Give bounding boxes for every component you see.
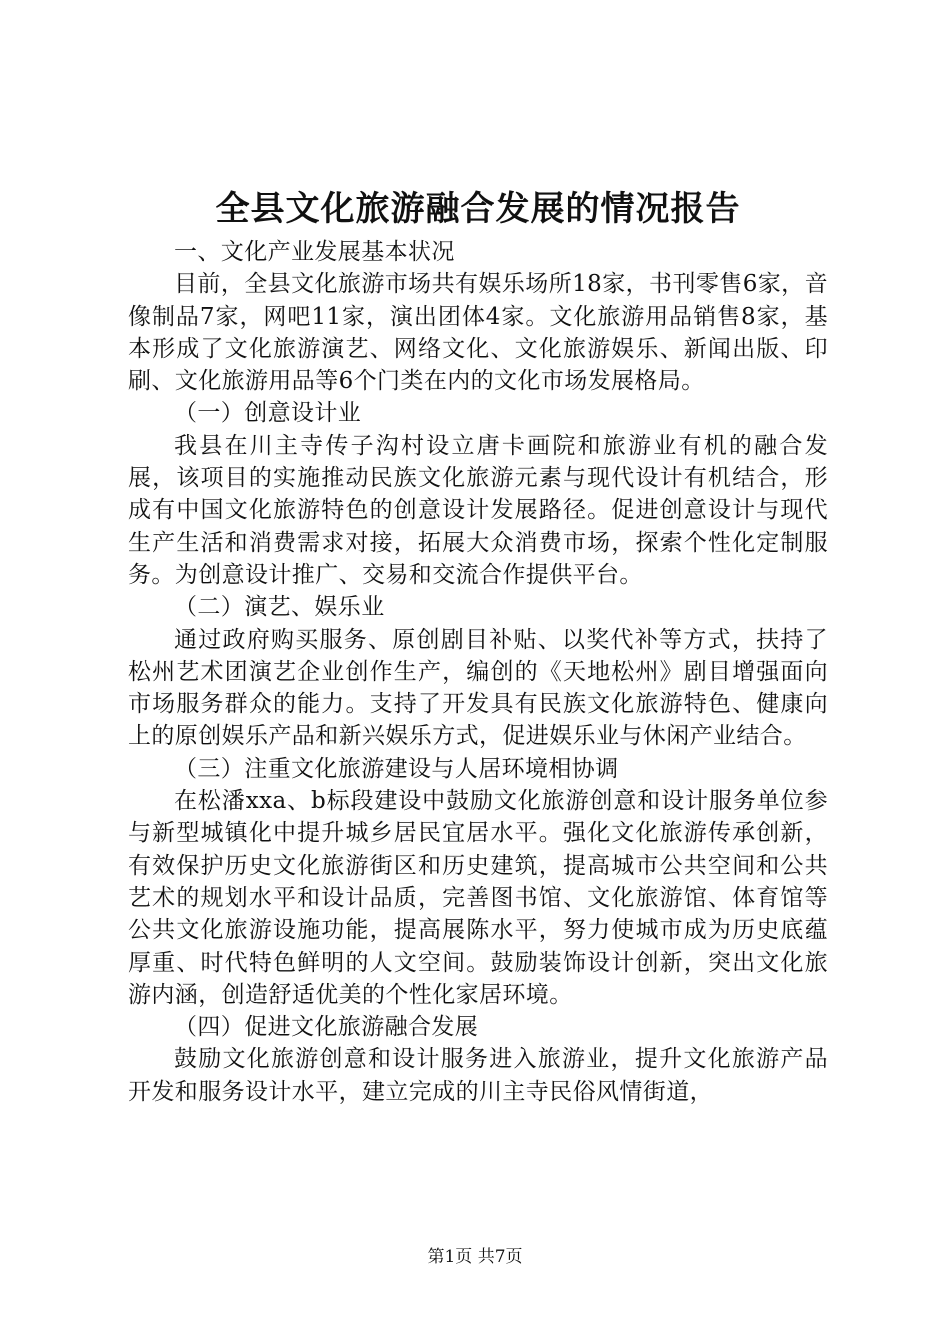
section-heading: （二）演艺、娱乐业 [174, 594, 385, 621]
body-paragraph: 通过政府购买服务、原创剧目补贴、以奖代补等方式，扶持了松州艺术团演艺企业创作生产，编创的《天地松州》剧目增强面向市场服务群众的能力。支持了开发具有民族文化旅游特色、健康向上的原创娱乐产品和新兴娱乐方式，促进娱乐业与休闲产业结合。 [128, 626, 828, 750]
document-title: 全县文化旅游融合发展的情况报告 [215, 189, 741, 229]
body-paragraph: 我县在川主寺传子沟村设立唐卡画院和旅游业有机的融合发展，该项目的实施推动民族文化旅游元素与现代设计有机结合，形成有中国文化旅游特色的创意设计发展路径。促进创意设计与现代生产生活和消费需求对接，拓展大众消费市场，探索个性化定制服务。为创意设计推广、交易和交流合作提供平台。 [128, 432, 828, 588]
section-heading: 一、文化产业发展基本状况 [174, 239, 455, 265]
page-footer: 第1页 共7页 [427, 1247, 523, 1267]
section-heading: （四）促进文化旅游融合发展 [174, 1014, 479, 1041]
section-heading: （三）注重文化旅游建设与人居环境相协调 [174, 755, 619, 782]
document-body [128, 236, 828, 1108]
section-heading: （一）创意设计业 [174, 400, 362, 427]
body-paragraph: 目前，全县文化旅游市场共有娱乐场所18家，书刊零售6家，音像制品7家，网吧11家，演出团体4家。文化旅游用品销售8家，基本形成了文化旅游演艺、网络文化、文化旅游娱乐、新闻出版、印刷、文化旅游用品等6个门类在内的文化市场发展格局。 [128, 271, 828, 395]
body-paragraph: 鼓励文化旅游创意和设计服务进入旅游业，提升文化旅游产品开发和服务设计水平，建立完成的川主寺民俗风情街道， [128, 1046, 828, 1105]
body-paragraph: 在松潘xxa、b标段建设中鼓励文化旅游创意和设计服务单位参与新型城镇化中提升城乡居民宜居水平。强化文化旅游传承创新，有效保护历史文化旅游街区和历史建筑，提高城市公共空间和公共艺术的规划水平和设计品质，完善图书馆、文化旅游馆、体育馆等公共文化旅游设施功能，提高展陈水平，努力使城市成为历史底蕴厚重、时代特色鲜明的人文空间。鼓励装饰设计创新，突出文化旅游内涵，创造舒适优美的个性化家居环境。 [128, 788, 828, 1008]
